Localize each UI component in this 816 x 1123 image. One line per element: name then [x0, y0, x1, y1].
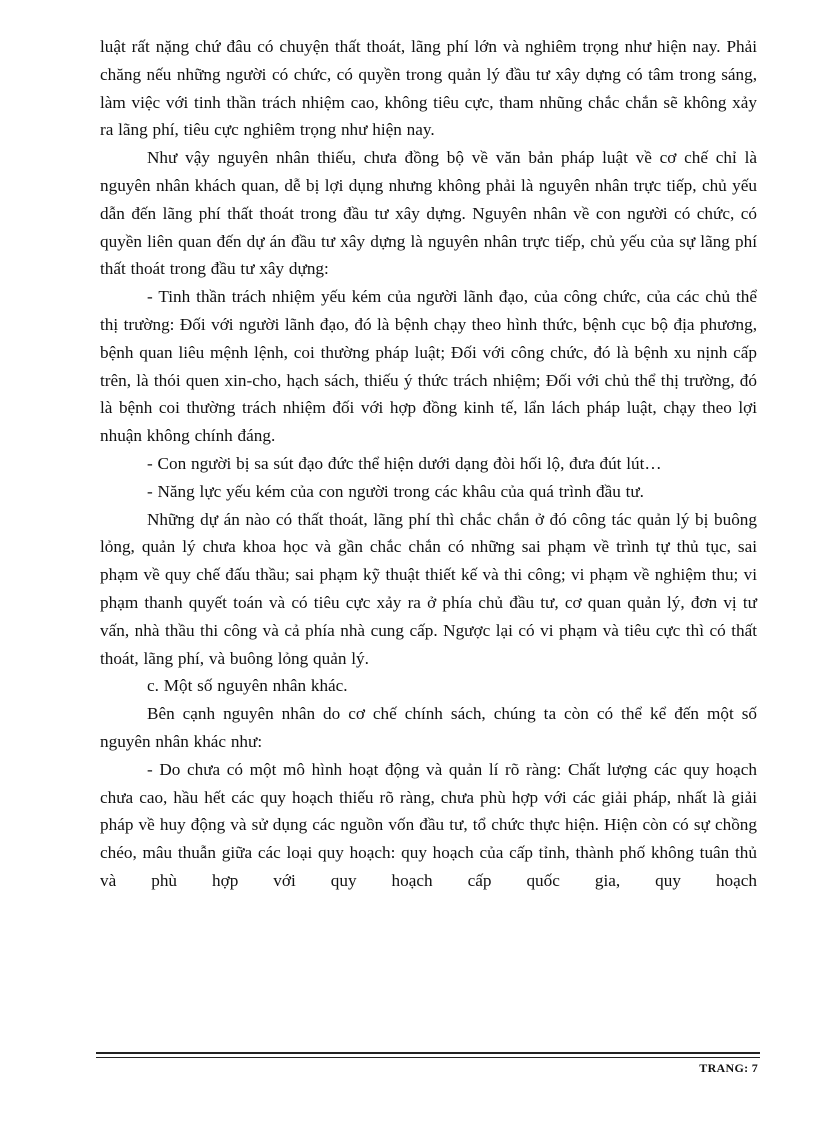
footer-rule-thick [96, 1052, 760, 1054]
bullet-ethics: - Con người bị sa sút đạo đức thể hiện dưới dạng đòi hối lộ, đưa đút lút… [147, 453, 662, 473]
paragraph-causes-summary: Như vậy nguyên nhân thiếu, chưa đồng bộ về văn bản pháp luật về cơ chế chỉ là nguyên nhân khách quan, dễ bị lợi dụng nhưng không phải là nguyên nhân trực tiếp, chủ yếu dẫn đến lãng phí thất thoát trong đầu tư xây dựng. Nguyên nhân về con người có chức, có quyền liên quan đến dự án đầu tư xây dựng là nguyên nhân trực tiếp, chủ yếu của sự lãng phí thất thoát trong đầu tư xây dựng: [100, 148, 757, 279]
paragraph-continuation: luật rất nặng chứ đâu có chuyện thất thoát, lãng phí lớn và nghiêm trọng như hiện nay. Phải chăng nếu những người có chức, có quyền trong quản lý đầu tư xây dựng có tâm trong sáng, làm việc với tinh thần trách nhiệm cao, không tiêu cực, tham nhũng chắc chắn sẽ không xảy ra lãng phí, tiêu cực nghiêm trọng như hiện nay. [100, 37, 757, 140]
paragraph-projects: Những dự án nào có thất thoát, lãng phí thì chắc chắn ở đó công tác quản lý bị buông lỏng, quản lý chưa khoa học và gần chắc chắn có những sai phạm về trình tự thủ tục, sai phạm về quy chế đấu thầu; sai phạm kỹ thuật thiết kế và thi công; vi phạm về nghiệm thu; vi phạm thanh quyết toán và có tiêu cực xảy ra ở phía chủ đầu tư, cơ quan quản lý, đơn vị tư vấn, nhà thầu thi công và cả phía nhà cung cấp. Ngược lại có vi phạm và tiêu cực thì có thất thoát, lãng phí, và buông lỏng quản lý. [100, 509, 757, 668]
page-number: TRANG: 7 [699, 1061, 758, 1075]
bullet-planning-model: - Do chưa có một mô hình hoạt động và quản lí rõ ràng: Chất lượng các quy hoạch chưa cao, hầu hết các quy hoạch thiếu rõ ràng, chưa phù hợp với các giải pháp, nhất là giải pháp về huy động và sử dụng các nguồn vốn đầu tư, tổ chức thực hiện. Hiện còn có sự chồng chéo, mâu thuẫn giữa các loại quy hoạch: quy hoạch của cấp tỉnh, thành phố không tuân thủ và phù hợp với quy hoạch cấp quốc gia, quy hoạch [100, 759, 757, 890]
footer-rule-thin [96, 1057, 760, 1058]
bullet-responsibility: - Tinh thần trách nhiệm yếu kém của người lãnh đạo, của công chức, của các chủ thể thị trường: Đối với người lãnh đạo, đó là bệnh chạy theo hình thức, bệnh cục bộ địa phương, bệnh quan liêu mệnh lệnh, coi thường pháp luật; Đối với công chức, đó là bệnh xu nịnh cấp trên, là thói quen xin-cho, hạch sách, thiếu ý thức trách nhiệm; Đối với chủ thể thị trường, đó là bệnh coi thường trách nhiệm đối với hợp đồng kinh tế, lẩn lách pháp luật, chạy theo lợi nhuận không chính đáng. [100, 287, 757, 446]
paragraph-other-causes-intro: Bên cạnh nguyên nhân do cơ chế chính sách, chúng ta còn có thể kể đến một số nguyên nhân khác như: [100, 704, 757, 751]
bullet-capacity: - Năng lực yếu kém của con người trong các khâu của quá trình đầu tư. [147, 481, 644, 501]
section-heading-other-causes: c. Một số nguyên nhân khác. [147, 676, 348, 696]
document-body [100, 33, 757, 895]
